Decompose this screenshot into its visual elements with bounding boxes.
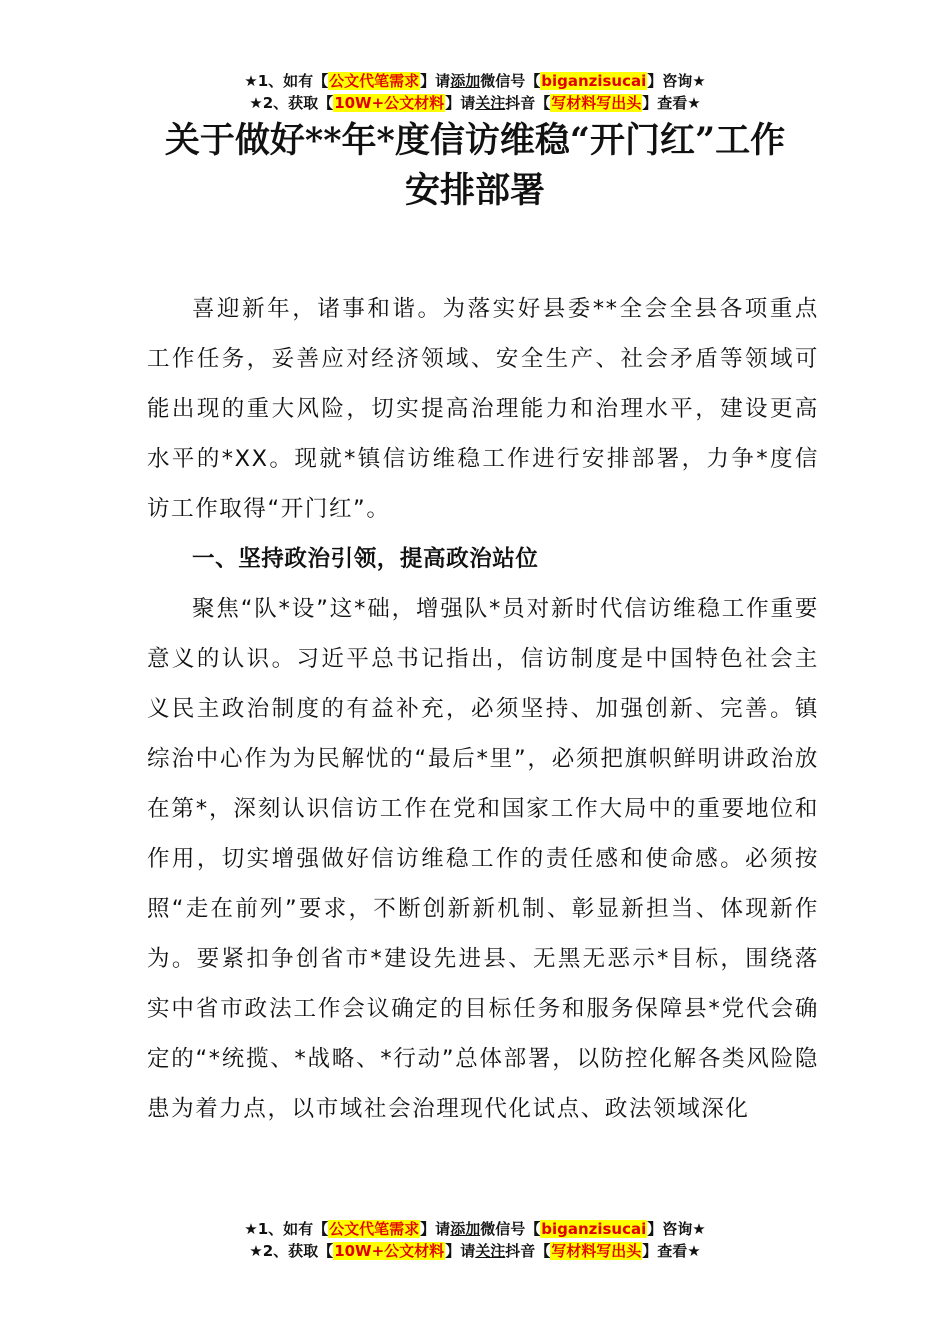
promo-text: ★1、如有【 bbox=[244, 1220, 329, 1238]
promo-text: 】请 bbox=[420, 1220, 451, 1238]
document-title bbox=[100, 116, 850, 216]
promo-douyin-account: 写材料写出头 bbox=[551, 94, 642, 112]
document-title-line-2: 安排部署 bbox=[404, 170, 545, 211]
promo-text: ★2、获取【 bbox=[249, 1242, 334, 1260]
promo-text: ★2、获取【 bbox=[249, 94, 334, 112]
promo-wechat-id: biganzisucai bbox=[541, 1220, 647, 1238]
promo-banner-top bbox=[0, 70, 950, 114]
document-body bbox=[147, 284, 819, 1134]
promo-text: 】查看★ bbox=[642, 1242, 701, 1260]
promo-underlined-text: 添加 bbox=[450, 1220, 481, 1238]
section-1-paragraph: 聚焦“队*设”这*础，增强队*员对新时代信访维稳工作重要意义的认识。习近平总书记指出，信访制度是中国特色社会主义民主政治制度的有益补充，必须坚持、加强创新、完善。镇综治中心作为为民解忧的“最后*里”，必须把旗帜鲜明讲政治放在第*，深刻认识信访工作在党和国家工作大局中的重要地位和作用，切实增强做好信访维稳工作的责任感和使命感。必须按照“走在前列”要求，不断创新新机制、彰显新担当、体现新作为。要紧扣争创省市*建设先进县、无黑无恶示*目标，围绕落实中省市政法工作会议确定的目标任务和服务保障县*党代会确定的“*统揽、*战略、*行动”总体部署，以防控化解各类风险隐患为着力点，以市域社会治理现代化试点、政法领域深化 bbox=[147, 596, 819, 1122]
promo-text: 抖音【 bbox=[505, 94, 551, 112]
promo-text: 】查看★ bbox=[642, 94, 701, 112]
promo-text: 抖音【 bbox=[505, 1242, 551, 1260]
promo-highlight: 10W+公文材料 bbox=[334, 94, 445, 112]
section-heading-1: 一、坚持政治引领，提高政治站位 bbox=[192, 546, 539, 572]
promo-line-2 bbox=[0, 1240, 950, 1262]
promo-line-1 bbox=[0, 70, 950, 92]
promo-text: 微信号【 bbox=[480, 1220, 541, 1238]
promo-text: 】请 bbox=[420, 72, 451, 90]
promo-underlined-text: 添加 bbox=[450, 72, 481, 90]
promo-banner-bottom bbox=[0, 1218, 950, 1262]
promo-highlight: 10W+公文材料 bbox=[334, 1242, 445, 1260]
intro-paragraph: 喜迎新年，诸事和谐。为落实好县委**全会全县各项重点工作任务，妥善应对经济领域、安全生产、社会矛盾等领域可能出现的重大风险，切实提高治理能力和治理水平，建设更高水平的*XX。现就*镇信访维稳工作进行安排部署，力争*度信访工作取得“开门红”。 bbox=[147, 296, 819, 522]
promo-text: 微信号【 bbox=[480, 72, 541, 90]
document-title-line-1: 关于做好**年*度信访维稳“开门红”工作 bbox=[164, 120, 786, 161]
promo-wechat-id: biganzisucai bbox=[541, 72, 647, 90]
promo-text: 】请 bbox=[445, 94, 476, 112]
promo-text: ★1、如有【 bbox=[244, 72, 329, 90]
promo-line-2 bbox=[0, 92, 950, 114]
promo-highlight: 公文代笔需求 bbox=[329, 1220, 420, 1238]
promo-highlight: 公文代笔需求 bbox=[329, 72, 420, 90]
promo-douyin-account: 写材料写出头 bbox=[551, 1242, 642, 1260]
promo-underlined-text: 关注 bbox=[475, 1242, 506, 1260]
promo-text: 】请 bbox=[445, 1242, 476, 1260]
promo-underlined-text: 关注 bbox=[475, 94, 506, 112]
promo-text: 】咨询★ bbox=[647, 1220, 706, 1238]
promo-line-1 bbox=[0, 1218, 950, 1240]
promo-text: 】咨询★ bbox=[647, 72, 706, 90]
